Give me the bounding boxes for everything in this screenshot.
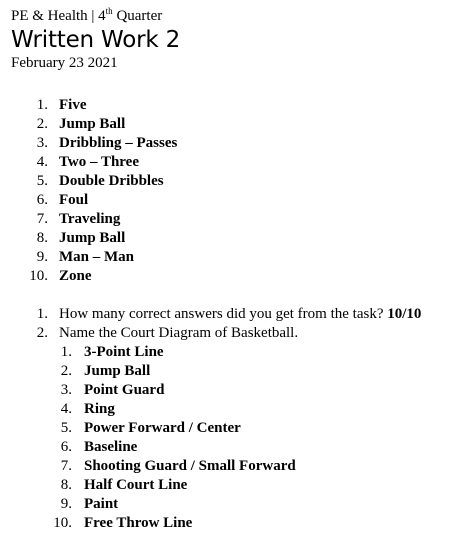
list-number: 8. <box>60 477 72 493</box>
diagram-text: Half Court Line <box>84 477 188 493</box>
question-text: Name the Court Diagram of Basketball. <box>59 325 299 341</box>
answer-item <box>11 191 471 210</box>
list-number: 2. <box>60 363 72 379</box>
diagram-text: Ring <box>84 401 115 417</box>
list-number: 3. <box>36 135 48 151</box>
answer-item <box>11 229 471 248</box>
answer-text: Jump Ball <box>59 116 126 132</box>
list-number: 6. <box>36 192 48 208</box>
answer-item <box>11 96 471 115</box>
question-prompt: How many correct answers did you get from the task? <box>59 306 388 322</box>
diagram-item <box>11 495 471 514</box>
subject-suffix: Quarter <box>112 8 163 24</box>
diagram-item <box>11 476 471 495</box>
list-number: 5. <box>36 173 48 189</box>
score-value: 10/10 <box>387 306 422 322</box>
list-number: 10. <box>29 268 48 284</box>
diagram-item <box>11 457 471 476</box>
question-item <box>11 324 471 343</box>
diagram-item <box>11 343 471 362</box>
list-number: 1. <box>36 306 48 322</box>
answer-item <box>11 153 471 172</box>
list-number: 9. <box>36 249 48 265</box>
answer-item <box>11 267 471 286</box>
diagram-item <box>11 362 471 381</box>
answer-text: Two – Three <box>59 154 140 170</box>
list-number: 4. <box>36 154 48 170</box>
list-number: 5. <box>60 420 72 436</box>
question-text <box>59 305 421 324</box>
list-number: 8. <box>36 230 48 246</box>
list-number: 2. <box>36 325 48 341</box>
list-number: 2. <box>36 116 48 132</box>
diagram-text: Paint <box>84 496 119 512</box>
diagram-item <box>11 438 471 457</box>
list-number: 7. <box>36 211 48 227</box>
question-list <box>11 305 471 343</box>
answer-list <box>11 96 471 286</box>
answer-text: Five <box>59 97 87 113</box>
list-number: 9. <box>60 496 72 512</box>
diagram-text: Point Guard <box>84 382 165 398</box>
diagram-text: Shooting Guard / Small Forward <box>84 458 296 474</box>
diagram-text: 3-Point Line <box>84 344 164 360</box>
answer-text: Foul <box>59 192 89 208</box>
answer-text: Man – Man <box>59 249 134 265</box>
list-number: 7. <box>60 458 72 474</box>
answer-item <box>11 134 471 153</box>
answer-text: Jump Ball <box>59 230 126 246</box>
diagram-item <box>11 419 471 438</box>
diagram-item <box>11 514 471 533</box>
list-number: 3. <box>60 382 72 398</box>
diagram-item <box>11 400 471 419</box>
court-diagram-list <box>11 343 471 533</box>
list-number: 1. <box>60 344 72 360</box>
answer-item <box>11 172 471 191</box>
answer-item <box>11 115 471 134</box>
document-title: Written Work 2 <box>11 27 181 53</box>
diagram-text: Baseline <box>84 439 138 455</box>
list-number: 4. <box>60 401 72 417</box>
subject-line <box>11 6 471 26</box>
diagram-text: Jump Ball <box>84 363 151 379</box>
document-date: February 23 2021 <box>11 55 118 71</box>
list-number: 10. <box>53 515 72 531</box>
answer-text: Zone <box>59 268 92 284</box>
subject-ordinal: th <box>105 6 113 16</box>
list-number: 1. <box>36 97 48 113</box>
diagram-text: Free Throw Line <box>84 515 193 531</box>
list-number: 6. <box>60 439 72 455</box>
answer-item <box>11 210 471 229</box>
subject-prefix: PE & Health | 4 <box>11 8 106 24</box>
answer-item <box>11 248 471 267</box>
answer-text: Dribbling – Passes <box>59 135 178 151</box>
answer-text: Double Dribbles <box>59 173 164 189</box>
question-item <box>11 305 471 324</box>
diagram-text: Power Forward / Center <box>84 420 241 436</box>
answer-text: Traveling <box>59 211 121 227</box>
diagram-item <box>11 381 471 400</box>
document-page <box>11 6 471 533</box>
